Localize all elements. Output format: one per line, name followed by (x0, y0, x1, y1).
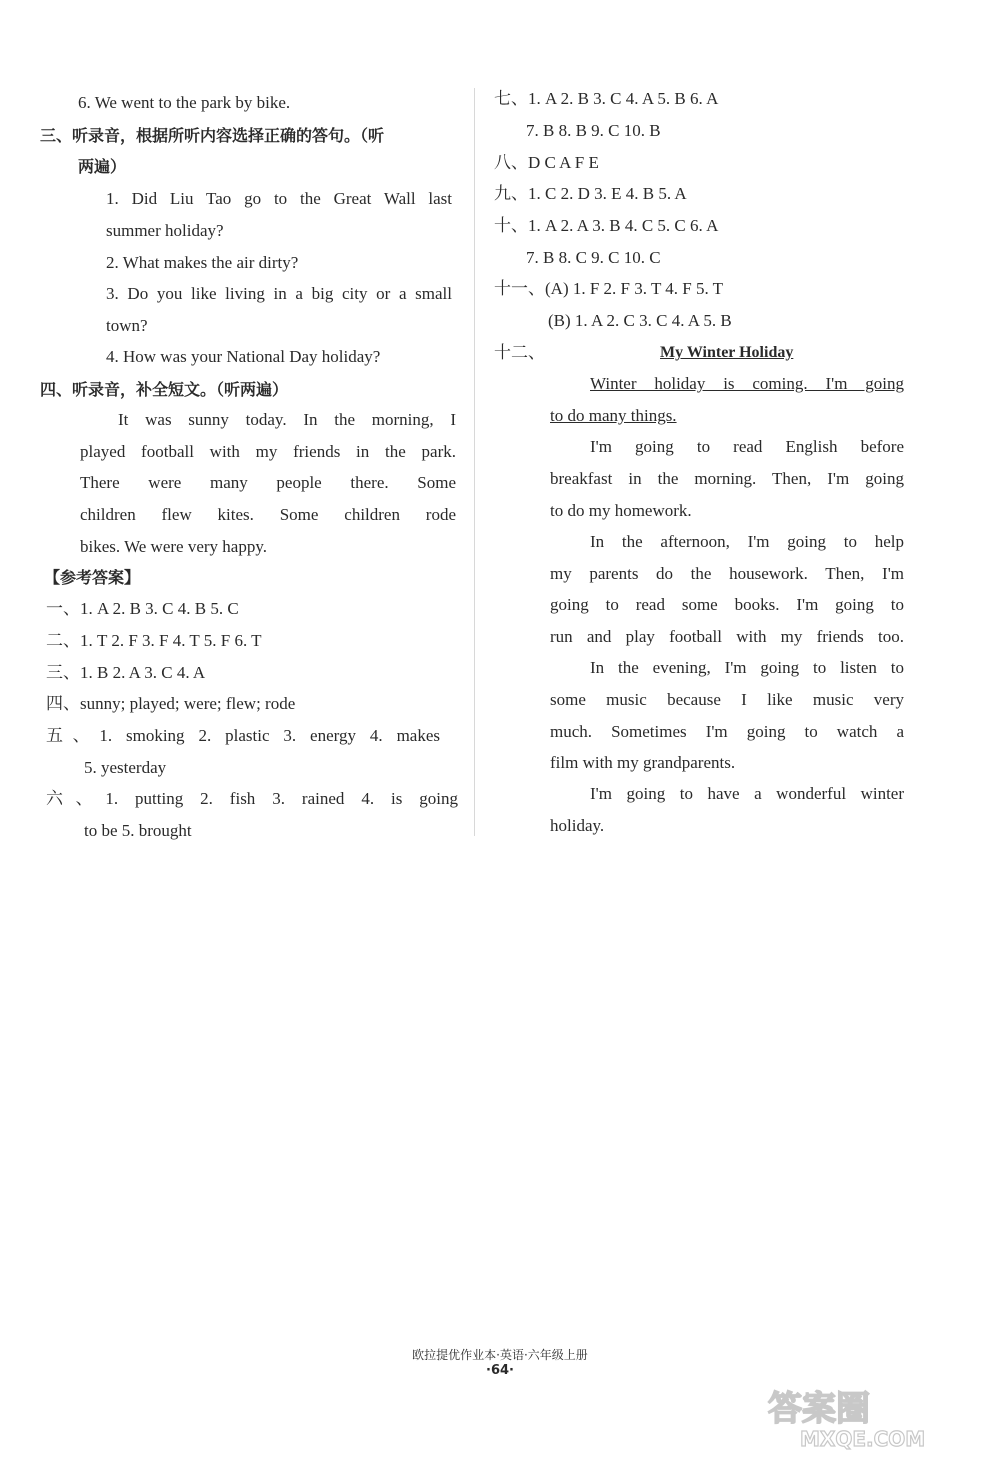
footer-book-title: 欧拉提优作业本·英语·六年级上册 (412, 1348, 588, 1362)
question-3: 3. Do you like living in a big city or a small (106, 284, 452, 303)
reference-answers-heading: 【参考答案】 (44, 568, 141, 587)
answer-4: 四、sunny; played; were; flew; rode (46, 694, 296, 713)
essay-line-5: to do my homework. (550, 501, 692, 520)
listening-line-6: 6. We went to the park by bike. (78, 93, 291, 112)
passage-line-3: There were many people there. Some (80, 473, 456, 492)
essay-line-1: Winter holiday is coming. I'm going (590, 374, 904, 393)
essay-line-7: my parents do the housework. Then, I'm (550, 564, 904, 583)
passage-line-4: children flew kites. Some children rode (80, 505, 456, 524)
essay-line-15: holiday. (550, 816, 605, 835)
essay-line-3: I'm going to read English before (590, 437, 904, 456)
question-1-cont: summer holiday? (106, 221, 224, 240)
answer-3: 三、1. B 2. A 3. C 4. A (46, 663, 206, 682)
answer-7-cont: 7. B 8. B 9. C 10. B (526, 121, 661, 140)
answer-12-label: 十二、 (494, 343, 545, 362)
essay-line-6: In the afternoon, I'm going to help (590, 532, 904, 551)
essay-line-13: film with my grandparents. (550, 753, 736, 772)
watermark-url-text: MXQE.COM (800, 1427, 926, 1451)
passage-line-5: bikes. We were very happy. (80, 537, 267, 556)
question-2: 2. What makes the air dirty? (106, 253, 299, 272)
answer-9: 九、1. C 2. D 3. E 4. B 5. A (494, 184, 687, 203)
essay-line-2: to do many things. (550, 406, 677, 425)
passage-line-2: played football with my friends in the park. (80, 442, 456, 461)
essay-line-14: I'm going to have a wonderful winter (590, 784, 904, 803)
section-4-title: 四、听录音，补全短文。（听两遍） (40, 380, 289, 399)
watermark-logo (760, 1380, 988, 1452)
answer-5-cont: 5. yesterday (84, 758, 167, 777)
footer-page-number: ·64· (486, 1363, 514, 1378)
column-divider (474, 88, 475, 836)
answer-8: 八、D C A F E (494, 153, 599, 172)
answer-2: 二、1. T 2. F 3. F 4. T 5. F 6. T (46, 631, 262, 650)
answer-6: 六、1. putting 2. fish 3. rained 4. is going (46, 789, 458, 808)
answer-11-b: (B) 1. A 2. C 3. C 4. A 5. B (548, 311, 732, 330)
question-4: 4. How was your National Day holiday? (106, 347, 381, 366)
question-1: 1. Did Liu Tao go to the Great Wall last (106, 189, 452, 208)
essay-title: My Winter Holiday (660, 344, 794, 361)
answer-10: 十、1. A 2. A 3. B 4. C 5. C 6. A (494, 216, 719, 235)
essay-line-4: breakfast in the morning. Then, I'm going (550, 469, 904, 488)
answer-11-a: 十一、(A) 1. F 2. F 3. T 4. F 5. T (494, 279, 724, 298)
answer-6-cont: to be 5. brought (84, 821, 192, 840)
answer-7: 七、1. A 2. B 3. C 4. A 5. B 6. A (494, 89, 719, 108)
answer-5: 五、1. smoking 2. plastic 3. energy 4. makes (46, 726, 440, 745)
watermark-logo-text: 答案圈 (768, 1389, 870, 1429)
answer-10-cont: 7. B 8. C 9. C 10. C (526, 248, 661, 267)
essay-line-12: much. Sometimes I'm going to watch a (550, 722, 904, 741)
answer-1: 一、1. A 2. B 3. C 4. B 5. C (46, 599, 239, 618)
essay-line-10: In the evening, I'm going to listen to (590, 658, 904, 677)
essay-line-8: going to read some books. I'm going to (550, 595, 904, 614)
section-3-title: 三、听录音，根据所听内容选择正确的答句。（听 (40, 126, 385, 145)
question-3-cont: town? (106, 316, 148, 335)
passage-line-1: It was sunny today. In the morning, I (118, 410, 456, 429)
essay-line-9: run and play football with my friends too. (550, 627, 904, 646)
section-3-title-cont: 两遍） (78, 157, 127, 176)
essay-line-11: some music because I like music very (550, 690, 904, 709)
